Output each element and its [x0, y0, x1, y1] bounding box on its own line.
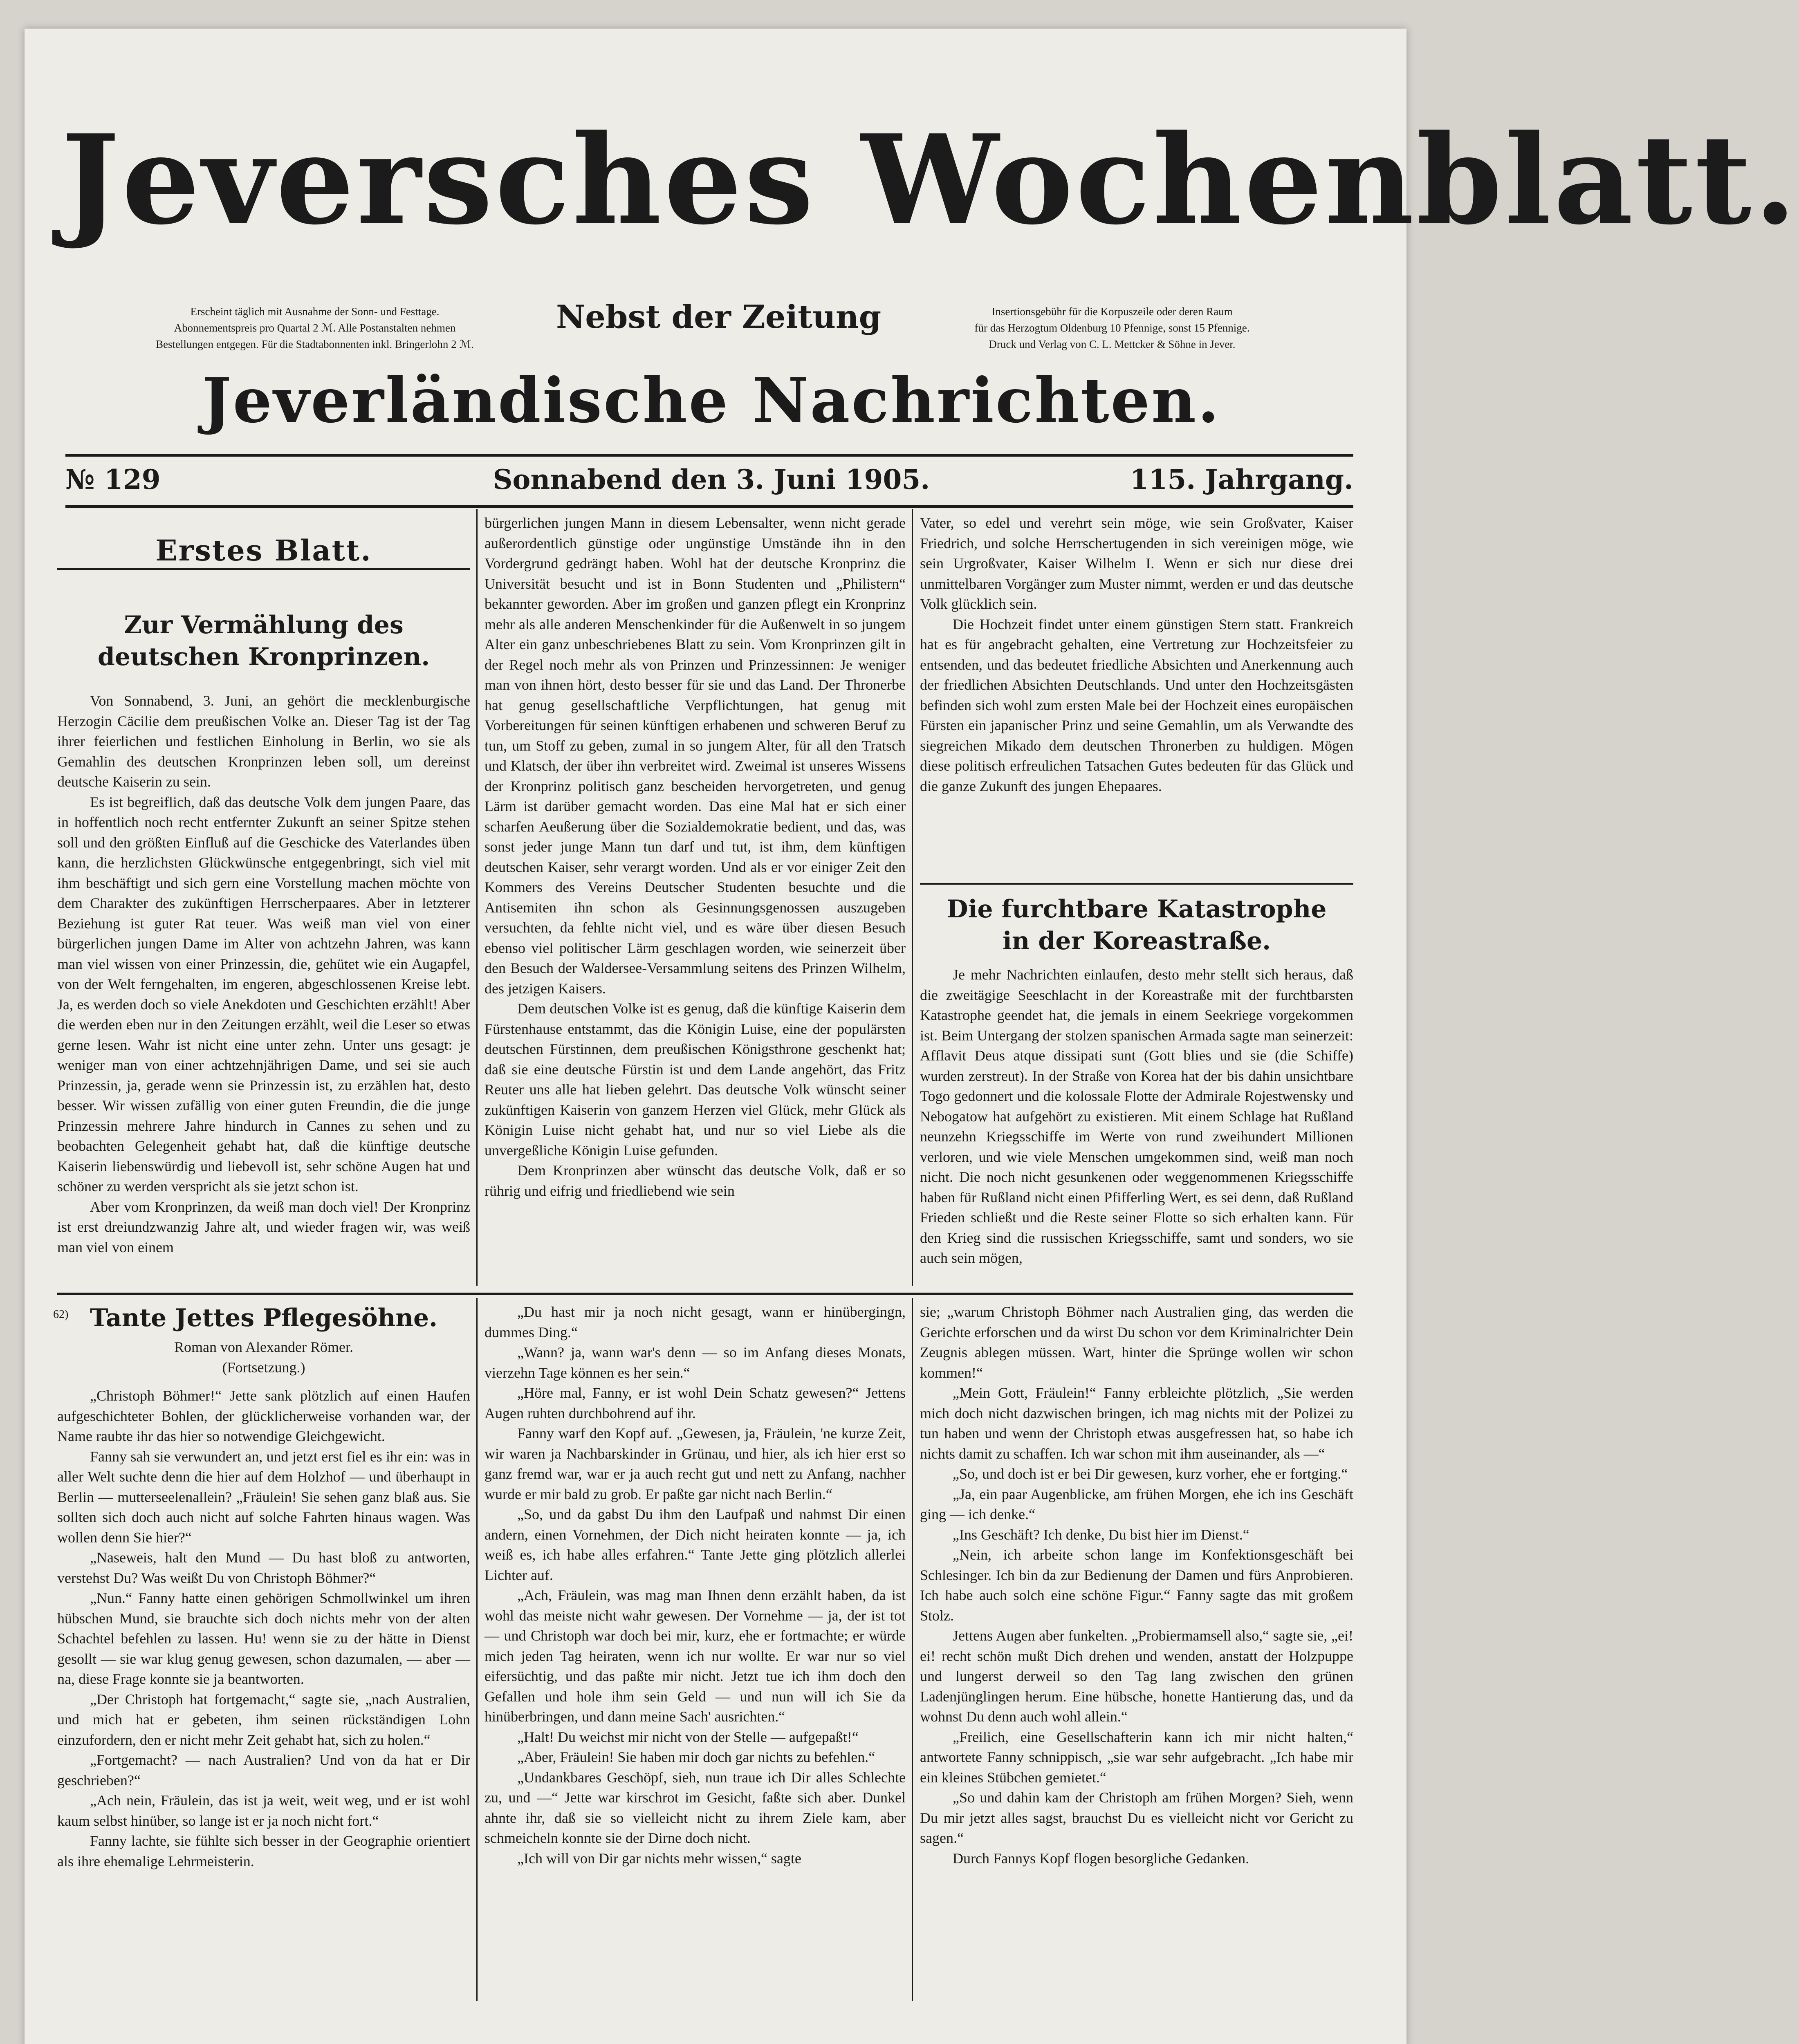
info-line: Erscheint täglich mit Ausnahme der Sonn- und Festtage.	[190, 305, 440, 318]
paragraph: „Freilich, eine Gesellschafterin kann ich mir nicht halten,“ antwortete Fanny schnippisch, „sie war sehr aufgebracht. „Ich habe mir ein kleines Stübchen gemietet.“	[920, 1728, 1353, 1786]
novel-continuation: (Fortsetzung.)	[222, 1359, 305, 1376]
novel-byline: Roman von Alexander Römer.	[174, 1339, 353, 1355]
nebst-der-zeitung: Nebst der Zeitung	[556, 298, 882, 336]
paragraph: „Der Christoph hat fortgemacht,“ sagte sie, „nach Australien, und mich hat er gebeten, ihm seinen rückständigen Lohn einzufordern, den er nicht mehr Zeit gehabt hat, sich zu holen.“	[57, 1691, 470, 1748]
paragraph: Jettens Augen aber funkelten. „Probiermamsell also,“ sagte sie, „ei! ei! recht schön mußt Dich drehen und wenden, anstatt der Holzpuppe und lungerst derweil so den Tag lang zwischen den grünen Ladenjünglingen herum. Eine hübsche, honette Hantierung das, und da wohnst Du denn auch wohl allein.“	[920, 1627, 1353, 1725]
feuilleton-rule	[57, 1293, 1353, 1295]
column-divider	[476, 1298, 478, 2001]
article-title-line: Die furchtbare Katastrophe	[947, 895, 1327, 923]
paragraph: Durch Fannys Kopf flogen besorgliche Gedanken.	[953, 1850, 1249, 1867]
info-line: Bestellungen entgegen. Für die Stadtabonnenten inkl. Bringerlohn 2 ℳ.	[156, 338, 474, 350]
paragraph: Je mehr Nachrichten einlaufen, desto mehr stellt sich heraus, daß die zweitägige Seeschlacht in der Koreastraße mit der furchtbarsten Katastrophe geendet hat, die jemals in einem Seekriege vorgekommen ist. Beim Untergang der stolzen spanischen Armada sagte man seinerzeit: Afflavit Deus atque dissipati sunt (Gott blies und sie (die Schiffe) wurden zerstreut). In der Straße von Korea hat der bis dahin unsichtbare Togo gedonnert und die kolossale Flotte der Admirale Rojestwensky und Nebogatow hat aufgehört zu existieren. Mit einem Schlage hat Rußland neunzehn Kriegsschiffe im Werte von rund zweihundert Millionen verloren, und wie viele Menschen umgekommen sind, weiß man noch nicht. Die noch nicht gesunkenen oder weggenommenen Kriegsschiffe haben für Rußland nicht einen Pfifferling Wert, es sei denn, daß Rußland Frieden schließt und die Reste seiner Flotte so sich erhalten kann. Für den Krieg sind die russischen Kriegsschiffe, samt und sonders, wo sie auch sein mögen,	[920, 966, 1353, 1266]
paragraph: „Halt! Du weichst mir nicht von der Stelle — aufgepaßt!“	[517, 1728, 859, 1745]
top-rule	[65, 454, 1353, 457]
subscription-info	[94, 303, 536, 352]
paragraph: Dem Kronprinzen aber wünscht das deutsche Volk, daß er so rührig und eifrig und friedliebend wie sein	[485, 1162, 906, 1199]
section-title: Erstes Blatt.	[155, 533, 372, 567]
paragraph: Aber vom Kronprinzen, da weiß man doch viel! Der Kronprinz ist erst dreiundzwanzig Jahre alt, und wieder fragen wir, was weiß man viel von einem	[57, 1198, 470, 1255]
info-line: Insertionsgebühr für die Korpuszeile oder deren Raum	[991, 305, 1233, 318]
number-value: 129	[104, 464, 161, 495]
paragraph: „Nun.“ Fanny hatte einen gehörigen Schmollwinkel um ihren hübschen Mund, sie brauchte sich doch nichts mehr von der alten Schachtel befehlen zu lassen. Hu! wenn sie zu der hätte in Dienst gesollt — sie war klug genug gewesen, schon dazumalen, — aber — na, diese Frage konnte sie ja beantworten.	[57, 1590, 470, 1687]
novel-column	[920, 1302, 1353, 1983]
paragraph: „Mein Gott, Fräulein!“ Fanny erbleichte plötzlich, „Sie werden mich doch nicht dazwischen bringen, ich mag nichts mit der Polizei zu tun haben und wenn der Christoph etwas ausgefressen hat, so habe ich nichts damit zu schaffen. Ich war schon mit ihm auseinander, als —“	[920, 1385, 1353, 1462]
paragraph: „Aber, Fräulein! Sie haben mir doch gar nichts zu befehlen.“	[517, 1749, 875, 1765]
article-title-line: in der Koreastraße.	[1002, 927, 1271, 955]
paragraph: „So, und da gabst Du ihm den Laufpaß und nahmst Dir einen andern, einen Vornehmen, der Dich nicht heiraten konnte — ja, ich weiß es, ich habe alles erfahren.“ Tante Jette ging plötzlich allerlei Lichter auf.	[485, 1506, 906, 1583]
subhead-title: Jeverländische Nachrichten.	[202, 365, 1221, 437]
paragraph: „Ich will von Dir gar nichts mehr wissen,“ sagte	[517, 1850, 801, 1867]
paragraph: „Du hast mir ja noch nicht gesagt, wann er hinübergingn, dummes Ding.“	[485, 1304, 906, 1340]
column-divider	[912, 1298, 913, 2001]
paragraph: „Christoph Böhmer!“ Jette sank plötzlich auf einen Haufen aufgeschichteter Bohlen, der glücklicherweise vorhanden war, der Name raubte ihr das hier so notwendige Gleichgewicht.	[57, 1387, 470, 1444]
paragraph: „Naseweis, halt den Mund — Du hast bloß zu antworten, verstehst Du? Was weißt Du von Christoph Böhmer?“	[57, 1549, 470, 1586]
paragraph: „Höre mal, Fanny, er ist wohl Dein Schatz gewesen?“ Jettens Augen ruhten durchbohrend auf ihr.	[485, 1385, 906, 1421]
paragraph: „So und dahin kam der Christoph am frühen Morgen? Sieh, wenn Du mir jetzt alles sagst, brauchst Du es vielleicht nicht vor Gericht zu sagen.“	[920, 1789, 1353, 1846]
column-divider	[476, 509, 478, 1286]
paragraph: sie; „warum Christoph Böhmer nach Australien ging, das werden die Gerichte erforschen und da wirst Du schon vor dem Kriminalrichter Dein Zeugnis ablegen müssen. Wart, hinter die Sprünge wollen wir schon kommen!“	[920, 1304, 1353, 1381]
issue-volume: 115. Jahrgang.	[1130, 464, 1353, 495]
paragraph: „Nein, ich arbeite schon lange im Konfektionsgeschäft bei Schlesinger. Ich bin da zur Bedienung der Damen und fürs Anprobieren. Ich habe auch solch eine schöne Figur.“ Fanny sagte das mit großem Stolz.	[920, 1546, 1353, 1624]
paragraph: „So, und doch ist er bei Dir gewesen, kurz vorher, ehe er fortging.“	[953, 1466, 1348, 1482]
bottom-rule	[65, 505, 1353, 508]
article-title	[57, 609, 470, 673]
novel-column	[57, 1386, 470, 1983]
insertion-info	[883, 303, 1341, 352]
column-divider	[912, 509, 913, 1286]
novel-byline-block	[57, 1337, 470, 1382]
paragraph: Fanny warf den Kopf auf. „Gewesen, ja, Fräulein, 'ne kurze Zeit, wir waren ja Nachbarskinder in Grünau, und hier, als ich hier erst so ganz fremd war, war er ja auch recht gut und nett zu Anfang, nachher wurde er mir bald zu grob. Er paßte gar nicht nach Berlin.“	[485, 1425, 906, 1502]
paragraph: Fanny sah sie verwundert an, und jetzt erst fiel es ihr ein: was in aller Welt suchte denn die hier auf dem Holzhof — und überhaupt in Berlin — mutterseelenallein? „Fräulein! Sie sehen ganz blaß aus. Sie sollten sich doch auch nicht auf solche Fahrten hinaus wagen. Was wollen denn Sie hier?“	[57, 1448, 470, 1546]
novel-title: Tante Jettes Pflegesöhne.	[90, 1304, 438, 1332]
info-line: für das Herzogtum Oldenburg 10 Pfennige, sonst 15 Pfennige.	[974, 322, 1250, 334]
newspaper-page	[25, 29, 1799, 2044]
issue-date: Sonnabend den 3. Juni 1905.	[493, 464, 930, 495]
novel-column	[485, 1302, 906, 1983]
article-column	[57, 691, 470, 1288]
installment-number: 62)	[53, 1308, 69, 1321]
paragraph: „Undankbares Geschöpf, sieh, nun traue ich Dir alles Schlechte zu, und —“ Jette war kirschrot im Gesicht, faßte sich aber. Dunkel ahnte ihr, daß sie so vielleicht nicht zu ihrem Ziele kam, aber schmeicheln konnte sie der Dirne doch nicht.	[485, 1769, 906, 1846]
paragraph: Fanny lachte, sie fühlte sich besser in der Geographie orientiert als ihre ehemalige Lehrmeisterin.	[57, 1833, 470, 1869]
paragraph: „Ja, ein paar Augenblicke, am frühen Morgen, ehe ich ins Geschäft ging — ich denke.“	[920, 1486, 1353, 1522]
info-line: Abonnementspreis pro Quartal 2 ℳ. Alle Postanstalten nehmen	[174, 322, 456, 334]
article-column	[920, 965, 1353, 1288]
article-column	[920, 513, 1353, 873]
paragraph: Dem deutschen Volke ist es genug, daß die künftige Kaiserin dem Fürstenhause entstammt, das die Königin Luise, eine der populärsten deutschen Fürstinnen, dem preußischen Königsthrone geschenkt hat; daß sie eine deutsche Fürstin ist und dem Lande angehört, das Fritz Reuter uns alle hat lieben gelehrt. Das deutsche Volk wünscht seiner zukünftigen Kaiserin von ganzem Herzen viel Glück, mehr Glück als Königin Luise nicht gehabt hat, und nur so viel Liebe als die unvergeßliche Königin Luise gefunden.	[485, 1000, 906, 1159]
masthead-title: Jeversches Wochenblatt.	[61, 108, 1799, 252]
article-column	[485, 513, 906, 1288]
article-rule	[920, 883, 1353, 885]
issue-number	[65, 461, 161, 498]
paragraph: „Ach, Fräulein, was mag man Ihnen denn erzählt haben, da ist wohl das meiste nicht wahr gewesen. Der Vornehme — ja, der ist tot — und Christoph war doch bei mir, kurz, ehe er fortmachte; er würde mich jeden Tag heiraten, wenn ich nur wollte. Er war nur so viel eifersüchtig, und das paßte mir nicht. Jetzt tue ich ihm doch den Gefallen und hole ihm sein Geld — und nun will ich Sie da hinüberbringen, und dann meine Sach' ausrichten.“	[485, 1587, 906, 1725]
paragraph: „Wann? ja, wann war's denn — so im Anfang dieses Monats, vierzehn Tage können es her sein.“	[485, 1344, 906, 1381]
paragraph: Die Hochzeit findet unter einem günstigen Stern statt. Frankreich hat es für angebracht gehalten, eine Vertretung zur Hochzeitsfeier zu entsenden, und das bedeutet friedliche Absichten und Anerkennung auch der friedlichen Absichten Deutschlands. Und unter den Hochzeitsgästen befinden sich wohl zum ersten Male bei der Hochzeit eines europäischen Fürsten ein japanischer Prinz und seine Gemahlin, um als Verwandte des siegreichen Mikado dem deutschen Thronerben zu huldigen. Mögen diese politisch erfreulichen Tatsachen Gutes bedeuten für das Glück und die ganze Zukunft des jungen Ehepaares.	[920, 616, 1353, 794]
paragraph: Vater, so edel und verehrt sein möge, wie sein Großvater, Kaiser Friedrich, und solche Herrschertugenden in sich vereinigen möge, wie sein Urgroßvater, Kaiser Wilhelm I. Wenn er sich nur diese drei unmittelbaren Vorgänger zum Muster nimmt, werden er und das deutsche Volk glücklich sein.	[920, 515, 1353, 612]
paragraph: Es ist begreiflich, daß das deutsche Volk dem jungen Paare, das in hoffentlich noch recht entfernter Zukunft an seiner Spitze stehen soll und den größten Einfluß auf die Geschicke des Vaterlandes üben kann, die herzlichsten Glückwünsche entgegenbringt, sich viel mit ihm beschäftigt und sich gern eine Vorstellung machen möchte von dem Charakter des zukünftigen Herrscherpaares. Aber in letzterer Beziehung ist guter Rat teuer. Was weiß man viel von einer bürgerlichen jungen Dame im Alter von achtzehn Jahren, was kann man viel wissen von einer Prinzessin, die, gehütet wie ein Augapfel, von der Welt ferngehalten, im engeren, abgeschlossenen Kreise lebt. Ja, es werden doch so viele Anekdoten und Geschichten erzählt! Aber die werden eben nur in den Zeitungen erzählt, weil die Leser so etwas gerne lesen. Wahr ist nicht eine unter zehn. Unter uns gesagt: je weniger man von einer achtzehnjährigen Dame, und sei sie auch Prinzessin, ja, gerade wenn sie Prinzessin ist, zu erzählen hat, desto besser. Wir wissen zufällig von einer guten Freundin, die die junge Prinzessin mehrere Jahre hindurch in Cannes zu sehen und zu beobachten Gelegenheit gehabt hat, daß die künftige deutsche Kaiserin liebenswürdig und liebevoll ist, sehr schöne Augen hat und schöner zu werden verspricht als sie jetzt schon ist.	[57, 793, 470, 1195]
article-title	[920, 893, 1353, 957]
paragraph: „Ins Geschäft? Ich denke, Du bist hier im Dienst.“	[953, 1526, 1249, 1543]
paragraph: bürgerlichen jungen Mann in diesem Lebensalter, wenn nicht gerade außerordentlich günstige oder ungünstige Umstände ihn in den Vordergrund gedrängt haben. Wohl hat der deutsche Kronprinz die Universität besucht und ist in Bonn Studenten und „Philistern“ bekannter geworden. Aber im großen und ganzen pflegt ein Kronprinz mehr als alle anderen Menschenkinder für die Außenwelt in so jungem Alter ein ganz unbeschriebenes Blatt zu sein. Vom Kronprinzen gilt in der Regel noch mehr als von Prinzen und Prinzessinnen: Je weniger man von ihnen hört, desto besser für sie und das Land. Der Thronerbe hat genug gesellschaftliche Verpflichtungen, hat genug mit Vorbereitungen für seinen künftigen erhabenen und schweren Beruf zu tun, um Stoff zu geben, zumal in so jungem Alter, für all den Tratsch und Klatsch, der über ihn verbreitet wird. Zweimal ist unseres Wissens der Kronprinz politisch ganz bescheiden hervorgetreten, und genug Lärm ist darüber gemacht worden. Das eine Mal hat er sich einer scharfen Aeußerung über die Sozialdemokratie bedient, und das, was sonst jeder junge Mann tun darf und tut, ist ihm, dem künftigen deutschen Kaiser, sehr verargt worden. Und als er vor einiger Zeit den Kommers des Vereins Deutscher Studenten besuchte und die Antisemiten ihn schon als Gesinnungsgenossen auszugeben versuchten, da fehlte nicht viel, und es wäre über diesen Besuch ebenso viel politischer Lärm geschlagen worden, wie seinerzeit über den Besuch der Waldersee-Versammlung seitens des Prinzen Wilhelm, des jetzigen Kaisers.	[485, 515, 906, 997]
paragraph: Von Sonnabend, 3. Juni, an gehört die mecklenburgische Herzogin Cäcilie dem preußischen Volke an. Dieser Tag ist der Tag ihrer feierlichen und festlichen Einholung in Berlin, wo sie als Gemahlin des deutschen Kronprinzen leben soll, um dereinst deutsche Kaiserin zu sein.	[57, 693, 470, 790]
paragraph: „Fortgemacht? — nach Australien? Und von da hat er Dir geschrieben?“	[57, 1752, 470, 1788]
article-title-line: deutschen Kronprinzen.	[97, 643, 430, 671]
number-label: №	[65, 464, 95, 495]
article-title-line: Zur Vermählung des	[124, 611, 404, 639]
section-rule	[57, 568, 470, 570]
paragraph: „Ach nein, Fräulein, das ist ja weit, weit weg, und er ist wohl kaum selbst hinüber, so lange ist er ja noch nicht fort.“	[57, 1792, 470, 1829]
info-line: Druck und Verlag von C. L. Mettcker & Söhne in Jever.	[989, 338, 1236, 350]
